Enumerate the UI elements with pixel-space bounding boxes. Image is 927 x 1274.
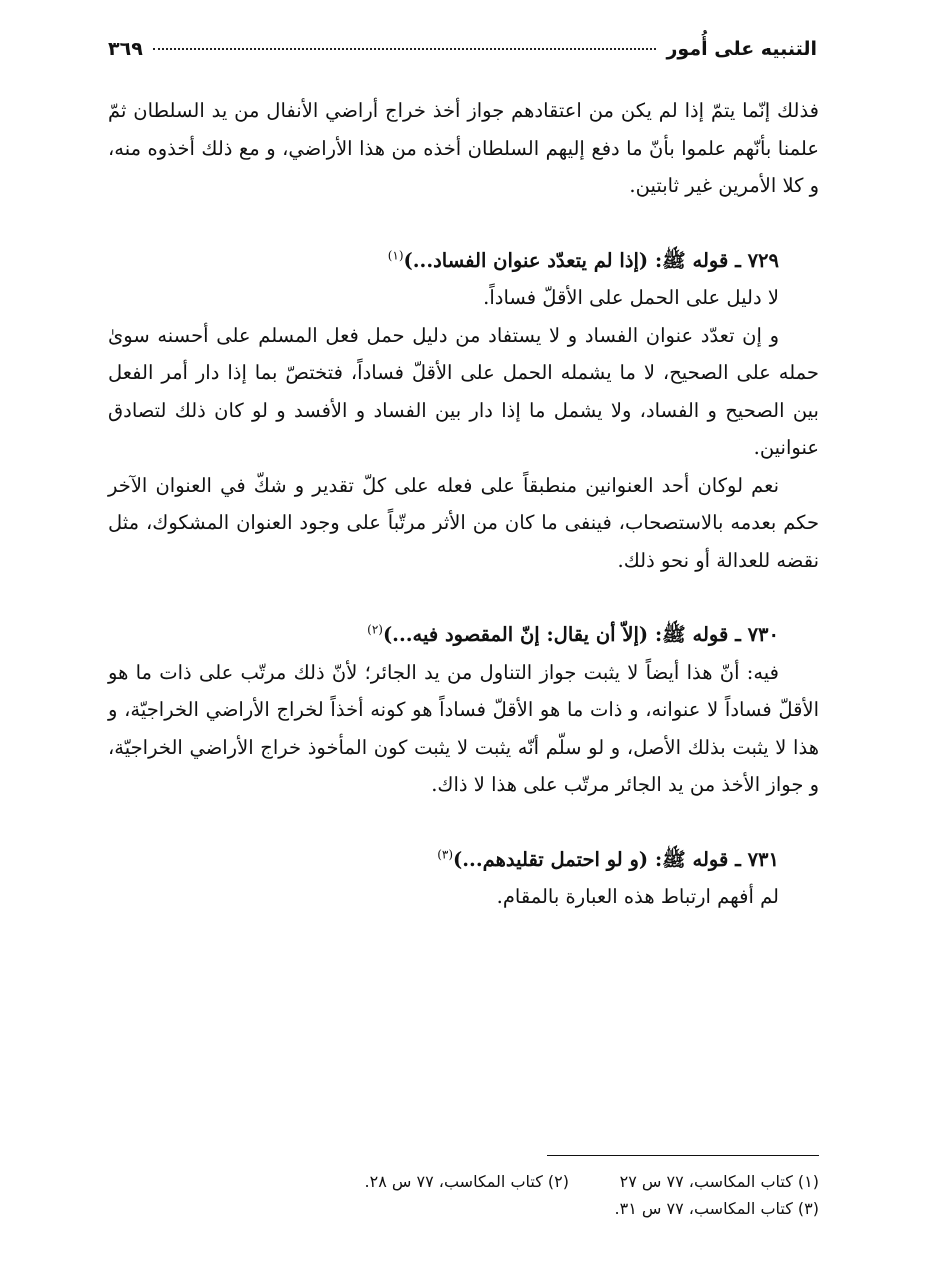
paragraph-729-c: نعم لوكان أحد العنوانين منطبقاً على فعله على كلّ تقدير و شكّ في العنوان الآخر حكم بعدمه بالاستصحاب، فينفى ما كان من الأثر مرتّباً على وجود العنوان المشكوك، مثل نقضه للعدالة أو نحو ذلك. [108,473,819,572]
footnote-ref-3: (٣) [437,847,454,861]
footnote-row [108,1195,819,1222]
footnotes [108,1168,819,1222]
heading-text: ٧٢٩ ـ قوله ﷺ: (إذا لم يتعدّد عنوان الفساد...) [403,248,779,272]
heading-text: ٧٣٠ ـ قوله ﷺ: (إلاّ أن يقال: إنّ المقصود فيه...) [382,623,779,646]
page-body [108,92,819,916]
footnote-separator [547,1155,819,1156]
section-gap [108,804,819,841]
paragraph-730: فيه: أنّ هذا أيضاً لا يثبت جواز التناول من يد الجائر؛ لأنّ ذلك مرتّب على ذات ما هو الأقلّ فساداً لا عنوانه، و ذات ما هو الأقلّ فساداً هو كونه أخذاً لخراج الأراضي الخراجيّة، و هذا لا يثبت بذلك الأصل، و لو سلّم أنّه يثبت لا يثبت كون المأخوذ خراج الأراضي الخراجيّة، و جواز الأخذ من يد الجائر مرتّب على هذا لا ذاك. [108,660,819,796]
section-heading-729 [108,242,779,280]
footnote-1: (١) كتاب المكاسب، ٧٧ س ٢٧ [619,1172,819,1191]
heading-text: ٧٣١ ـ قوله ﷺ: (و لو احتمل تقليدهم...) [453,847,779,871]
section-gap [108,205,819,242]
section-gap [108,579,819,616]
footnote-3: (٣) كتاب المكاسب، ٧٧ س ٣١. [614,1199,819,1218]
paragraph-731: لم أفهم ارتباط هذه العبارة بالمقام. [496,885,779,908]
section-heading-730 [108,616,779,654]
header-leader-dots [153,48,657,50]
section-heading-731 [108,841,779,879]
running-header [108,38,817,60]
footnote-2: (٢) كتاب المكاسب، ٧٧ س ٢٨. [364,1172,569,1191]
footnote-row [108,1168,819,1195]
paragraph-continuation: فذلك إنّما يتمّ إذا لم يكن من اعتقادهم جواز أخذ خراج أراضي الأنفال من يد السلطان ثمّ علمنا بأنّهم علموا بأنّ ما دفع إليهم السلطان أخذه من هذا الأراضي، و مع ذلك أخذوه منه، و كلا الأمرين غير ثابتين. [108,99,819,197]
paragraph-729-b: و إن تعدّد عنوان الفساد و لا يستفاد من دليل حمل فعل المسلم على أحسنه سوىٰ حمله على الصحيح، لا ما يشمله الحمل على الأقلّ فساداً، فتختصّ بما إذا دار أمر الفعل بين الصحيح و الفساد، ولا يشمل ما إذا دار بين الفساد و الأفسد و لو كان ذلك لتصادق عنوانين. [108,323,819,459]
footnote-ref-2: (٢) [367,622,383,637]
header-title: التنبيه على أُمور [666,38,817,60]
footnote-ref-1: (١) [387,248,404,262]
paragraph-729-a: لا دليل على الحمل على الأقلّ فساداً. [483,286,779,309]
page-number: ٣٦٩ [108,38,143,60]
